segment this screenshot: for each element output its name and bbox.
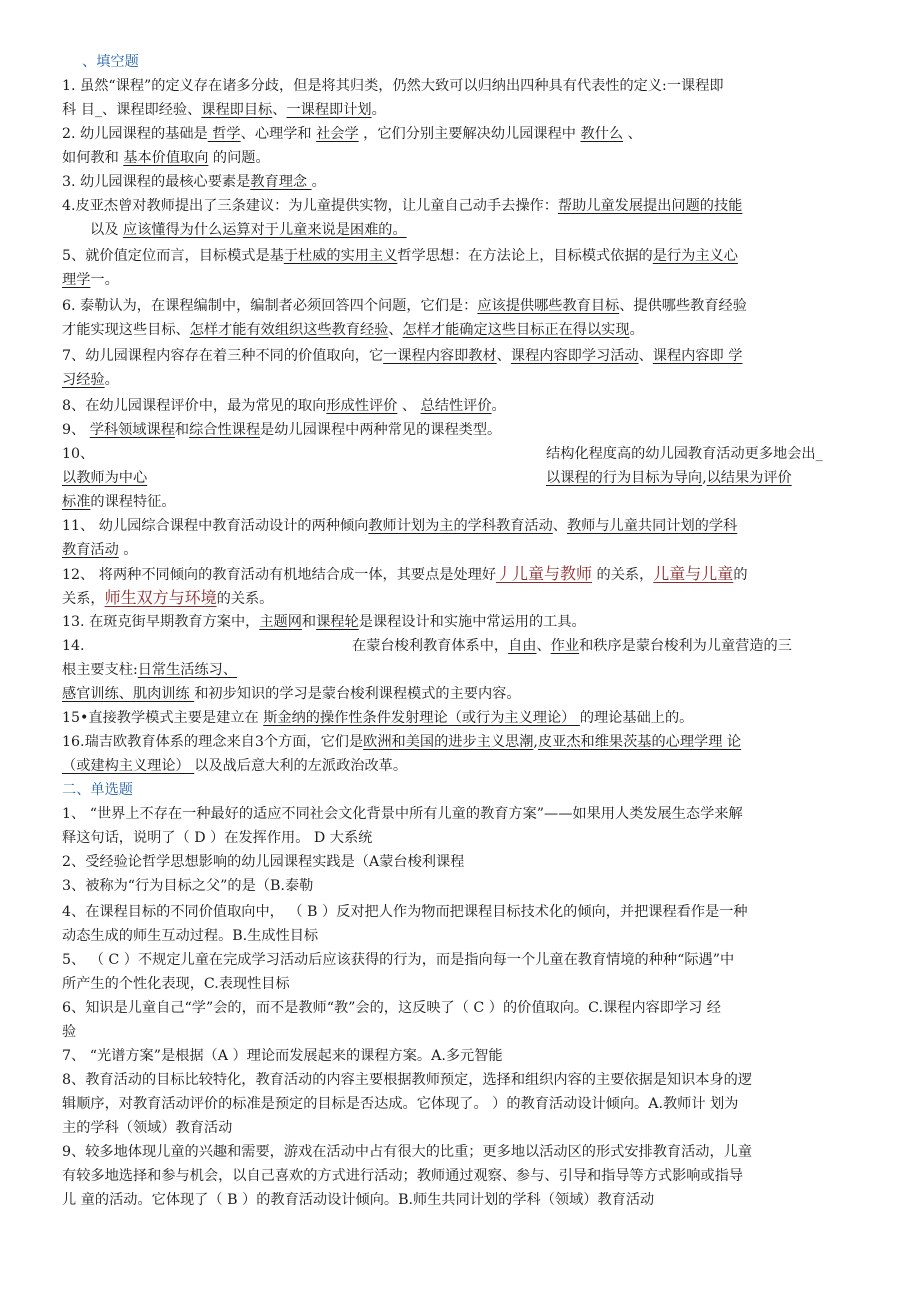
s1-line1: 1、 “世界上不存在一种最好的适应不同社会文化背景中所有儿童的教育方案”——如果用人类发展生态学来解 <box>62 806 743 822</box>
q16-line2: （或建构主义理论） 以及战后意大利的左派政治改革。 <box>62 758 408 774</box>
answer: 儿童与儿童 <box>653 564 734 583</box>
answer: 课程内容即学习活动 <box>510 348 639 364</box>
answer: 哲学 <box>207 126 241 142</box>
answer: 应该懂得为什么运算对于儿童来说是困难的。 <box>122 222 407 238</box>
q14-line2: 根主要支柱:日常生活练习、 <box>62 662 238 678</box>
s9-line3: 儿 童的活动。它体现了（ B ）的教育活动设计倾向。B.师生共同计划的学科（领域）教育活动 <box>62 1192 655 1208</box>
answer: 总结性评价 <box>420 398 492 414</box>
s6-line2: 验 <box>62 1024 77 1040</box>
q12-line1: 12、 将两种不同倾向的教育活动有机地结合成一体，其要点是处理好丿儿童与教师 的关系，儿童与儿童的 <box>62 564 748 583</box>
answer: 斯金纳的操作性条件发射理论（或行为主义理论） <box>263 710 580 726</box>
q4-line1: 4.皮亚杰曾对教师提出了三条建议：为儿童提供实物，让儿童自己动手去操作：帮助儿童发展提出问题的技能 <box>62 198 743 214</box>
q10-line1: 结构化程度高的幼儿园教育活动更多地会出_ <box>546 446 823 462</box>
answer: 课程轮 <box>316 614 359 630</box>
q1-line2: 科 目_、课程即经验、课程即目标、一课程即计划。 <box>62 102 386 118</box>
q10-line2: 以课程的行为目标为导向,以结果为评价 <box>546 470 792 486</box>
answer: 课程内容即 学 <box>652 348 743 364</box>
q3-line: 3. 幼儿园课程的最核心要素是教育理念 。 <box>62 174 326 190</box>
q13-line: 13. 在斑克街早期教育方案中，主题网和课程轮是课程设计和实施中常运用的工具。 <box>62 614 586 630</box>
s9-line2: 有较多地选择和参与机会，以自己喜欢的方式进行活动；教师通过观察、参与、引导和指导等方式影响或指导 <box>62 1168 744 1184</box>
answer: 以课程的行为目标为导向 <box>546 470 703 486</box>
answer: 一课程即计划 <box>286 102 372 118</box>
answer: 作业 <box>550 638 580 654</box>
answer: 是行为主义心 <box>652 248 738 264</box>
answer: 课程即目标 <box>201 102 273 118</box>
q14-line1: 在蒙台梭利教育体系中，自由、作业和秩序是蒙台梭利为儿童营造的三 <box>352 638 792 654</box>
answer: 感官训练、肌肉训练 <box>62 686 195 702</box>
q16-line1: 16.瑞吉欧教育体系的理念来自3个方面，它们是欧洲和美国的进步主义思潮,皮亚杰和维果茨基的心理学理 论 <box>62 734 742 750</box>
s2-line: 2、受经验论哲学思想影响的幼儿园课程实践是（A蒙台梭利课程 <box>62 854 465 870</box>
answer: 综合性课程 <box>189 422 261 438</box>
q1-line1: 1. 虽然“课程”的定义存在诸多分歧，但是将其归类，仍然大致可以归纳出四种具有代表性的定义:一课程即 <box>62 78 724 94</box>
answer: 应该提供哪些教育目标 <box>477 298 620 314</box>
q9-line: 9、 学科领域课程和综合性课程是幼儿园课程中两种常见的课程类型。 <box>62 422 502 438</box>
answer: 教什么 <box>580 126 624 142</box>
q10-line3: 标准的课程特征。 <box>62 494 176 510</box>
answer: 教师计划为主的学科教育活动 <box>368 518 553 534</box>
answer: 标准 <box>62 494 91 510</box>
s9-line1: 9、较多地体现儿童的兴趣和需要，游戏在活动中占有很大的比重；更多地以活动区的形式安排教育活动，儿童 <box>62 1144 753 1160</box>
s7-line: 7、 “光谱方案”是根据（A ）理论而发展起来的课程方案。A.多元智能 <box>62 1048 503 1064</box>
answer: 于杜威的实用主义 <box>283 248 398 264</box>
q5-line2: 理学一。 <box>62 272 119 288</box>
s8-line2: 辑顺序，对教育活动评价的标准是预定的目标是否达成。它体现了。 ）的教育活动设计倾向。A.教师计 划为 <box>62 1096 739 1112</box>
q7-line2: 习经验。 <box>62 372 119 388</box>
answer: 社会学 <box>316 126 359 142</box>
answer: 怎样才能确定这些目标正在得以实现 <box>402 322 630 338</box>
answer: 自由 <box>508 638 537 654</box>
answer: 教师与儿童共同计划的学科 <box>566 518 738 534</box>
answer: 怎样才能有效组织这些教育经验 <box>189 322 389 338</box>
answer: 习经验 <box>62 372 105 388</box>
answer: 形成性评价 <box>326 398 398 414</box>
s8-line3: 主的学科（领域）教育活动 <box>62 1120 233 1136</box>
answer: 帮助儿童发展提出问题的技能 <box>557 198 743 214</box>
section-title-single-choice: 二、单选题 <box>62 782 133 798</box>
q14-num: 14. <box>62 638 85 654</box>
q11-line1: 11、 幼儿园综合课程中教育活动设计的两种倾向教师计划为主的学科教育活动、教师与儿童共同计划的学科 <box>62 518 738 534</box>
answer: 教育理念 <box>250 174 312 190</box>
q14-line3: 感官训练、肌肉训练 和初步知识的学习是蒙台梭利课程模式的主要内容。 <box>62 686 521 702</box>
answer: 皮亚杰和维果茨基的心理学理 论 <box>537 734 742 750</box>
q10-num: 10、 <box>62 446 95 462</box>
q5-line1: 5、就价值定位而言，目标模式是基于杜威的实用主义哲学思想：在方法论上，目标模式依据的是行为主义心 <box>62 248 738 264</box>
s4-line1: 4、在课程目标的不同价值取向中， （ B ）反对把人作为物而把课程目标技术化的倾向，并把课程看作是一种 <box>62 904 748 920</box>
s8-line1: 8、教育活动的目标比较特化，教育活动的内容主要根据教师预定，选择和组织内容的主要依据是知识本身的逻 <box>62 1072 753 1088</box>
s3-line: 3、被称为“行为目标之父”的是（B.泰勒 <box>62 878 314 894</box>
q2-line2: 如何教和 基本价值取向 的问题。 <box>62 150 270 166</box>
answer: （或建构主义理论） <box>62 758 195 774</box>
answer: 主题网 <box>259 614 302 630</box>
q6-line2: 才能实现这些目标、怎样才能有效组织这些教育经验、怎样才能确定这些目标正在得以实现。 <box>62 322 644 338</box>
answer: 日常生活练习、 <box>137 662 238 678</box>
q12-line2: 关系，师生双方与环境的关系。 <box>62 588 274 607</box>
q8-line: 8、在幼儿园课程评价中，最为常见的取向形成性评价 、 总结性评价。 <box>62 398 506 414</box>
s4-line2: 动态生成的师生互动过程。B.生成性目标 <box>62 928 319 944</box>
s6-line1: 6、知识是儿童自己“学”会的，而不是教师“教”会的，这反映了（ C ）的价值取向。C.课程内容即学习 经 <box>62 1000 721 1016</box>
s5-line1: 5、 （ C ）不规定儿童在完成学习活动后应该获得的行为，而是指向每一个儿童在教育情境的种种“际遇”中 <box>62 952 735 968</box>
q10-answer-1 <box>62 468 262 488</box>
answer: 以教师为中心 <box>62 470 148 486</box>
s1-line2: 释这句话，说明了（ D ）在发挥作用。 D 大系统 <box>62 830 373 846</box>
answer: 基本价值取向 <box>123 150 209 166</box>
q6-line1: 6. 泰勒认为，在课程编制中，编制者必须回答四个问题，它们是：应该提供哪些教育目标、提供哪些教育经验 <box>62 298 747 314</box>
q7-line1: 7、幼儿园课程内容存在着三种不同的价值取向，它一课程内容即教材、课程内容即学习活动、课程内容即 学 <box>62 348 743 364</box>
q11-line2: 教育活动 。 <box>62 542 138 558</box>
q4-line2: 以及 应该懂得为什么运算对于儿童来说是困难的。 <box>90 222 407 238</box>
answer: 师生双方与环境 <box>104 588 217 607</box>
answer: 学科领域课程 <box>89 422 175 438</box>
answer: 以结果为评价 <box>706 470 792 486</box>
answer: 理学 <box>62 272 91 288</box>
q15-line: 15•直接教学模式主要是建立在 斯金纳的操作性条件发射理论（或行为主义理论） 的理论基础上的。 <box>62 710 694 726</box>
answer: 教育活动 <box>62 542 119 558</box>
section-title-fill-blank: 、填空题 <box>82 54 139 70</box>
answer: 欧洲和美国的进步主义思潮 <box>363 734 534 750</box>
answer: 丿儿童与教师 <box>496 564 593 583</box>
q2-line1: 2. 幼儿园课程的基础是 哲学、心理学和 社会学 ，它们分别主要解决幼儿园课程中 教什么 、 <box>62 126 642 142</box>
answer: 一课程内容即教材 <box>383 348 497 364</box>
s5-line2: 所产生的个性化表现，C.表现性目标 <box>62 976 290 992</box>
